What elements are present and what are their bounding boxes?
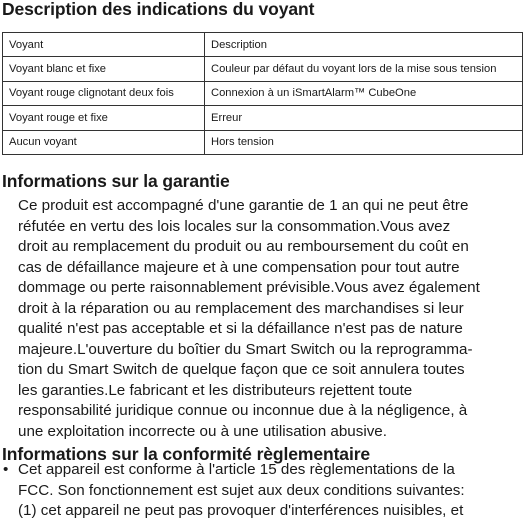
table-cell-description: Couleur par défaut du voyant lors de la mise sous tension [205, 57, 523, 81]
table-row [3, 130, 523, 154]
table-cell-voyant: Voyant blanc et fixe [3, 57, 205, 81]
warranty-section-title: Informations sur la garantie [2, 171, 230, 191]
paragraph-line: droit à la réparation ou au remplacement des marchandises si leur [18, 299, 464, 317]
table-cell-description: Connexion à un iSmartAlarm™ CubeOne [205, 81, 523, 105]
paragraph-line: réfutée en vertu des lois locales sur la consommation.Vous avez [18, 217, 451, 235]
table-row [3, 57, 523, 81]
bullet-line: Cet appareil est conforme à l'article 15 des règlementations de la [18, 461, 455, 478]
warranty-paragraph [18, 196, 523, 442]
paragraph-line: une exploitation incorrecte ou à une utilisation abusive. [18, 422, 387, 440]
table-cell-voyant: Voyant rouge clignotant deux fois [3, 81, 205, 105]
led-indicator-table [2, 32, 523, 155]
table-cell-voyant: Aucun voyant [3, 130, 205, 154]
paragraph-line: responsabilité juridique connue ou inconnue due à la négligence, à [18, 402, 468, 419]
table-cell-voyant: Voyant rouge et fixe [3, 106, 205, 130]
bullet-line: FCC. Son fonctionnement est sujet aux deux conditions suivantes: [18, 481, 465, 499]
paragraph-line: dommage ou perte raisonnablement prévisible.Vous avez également [18, 279, 480, 296]
paragraph-line: majeure.L'ouverture du boîtier du Smart Switch ou la reprogramma- [18, 340, 473, 358]
table-cell-description: Hors tension [205, 130, 523, 154]
paragraph-line: cas de défaillance majeure et à une compensation pour tout autre [18, 258, 460, 276]
compliance-section-title: Informations sur la conformité règlementaire [2, 444, 371, 464]
table-header-row [3, 33, 523, 57]
bullet-icon: • [3, 461, 9, 478]
bullet-line: (1) cet appareil ne peut pas provoquer d'interférences nuisibles, et [18, 502, 464, 519]
paragraph-line: Ce produit est accompagné d'une garantie de 1 an qui ne peut être [18, 197, 469, 214]
column-header-voyant: Voyant [3, 33, 205, 57]
table-row [3, 106, 523, 130]
column-header-description: Description [205, 33, 523, 57]
table-cell-description: Erreur [205, 106, 523, 130]
paragraph-line: tion du Smart Switch de quelque façon que ce soit annulera toutes [18, 361, 465, 378]
table-row [3, 81, 523, 105]
compliance-bullet-item [18, 460, 523, 522]
paragraph-line: qualité n'est pas acceptable et si la défaillance n'est pas de nature [18, 320, 463, 337]
paragraph-line: les garanties.Le fabricant et les distributeurs rejettent toute [18, 381, 413, 399]
paragraph-line: droit au remplacement du produit ou au remboursement du coût en [18, 238, 469, 255]
led-section-title: Description des indications du voyant [2, 0, 315, 19]
